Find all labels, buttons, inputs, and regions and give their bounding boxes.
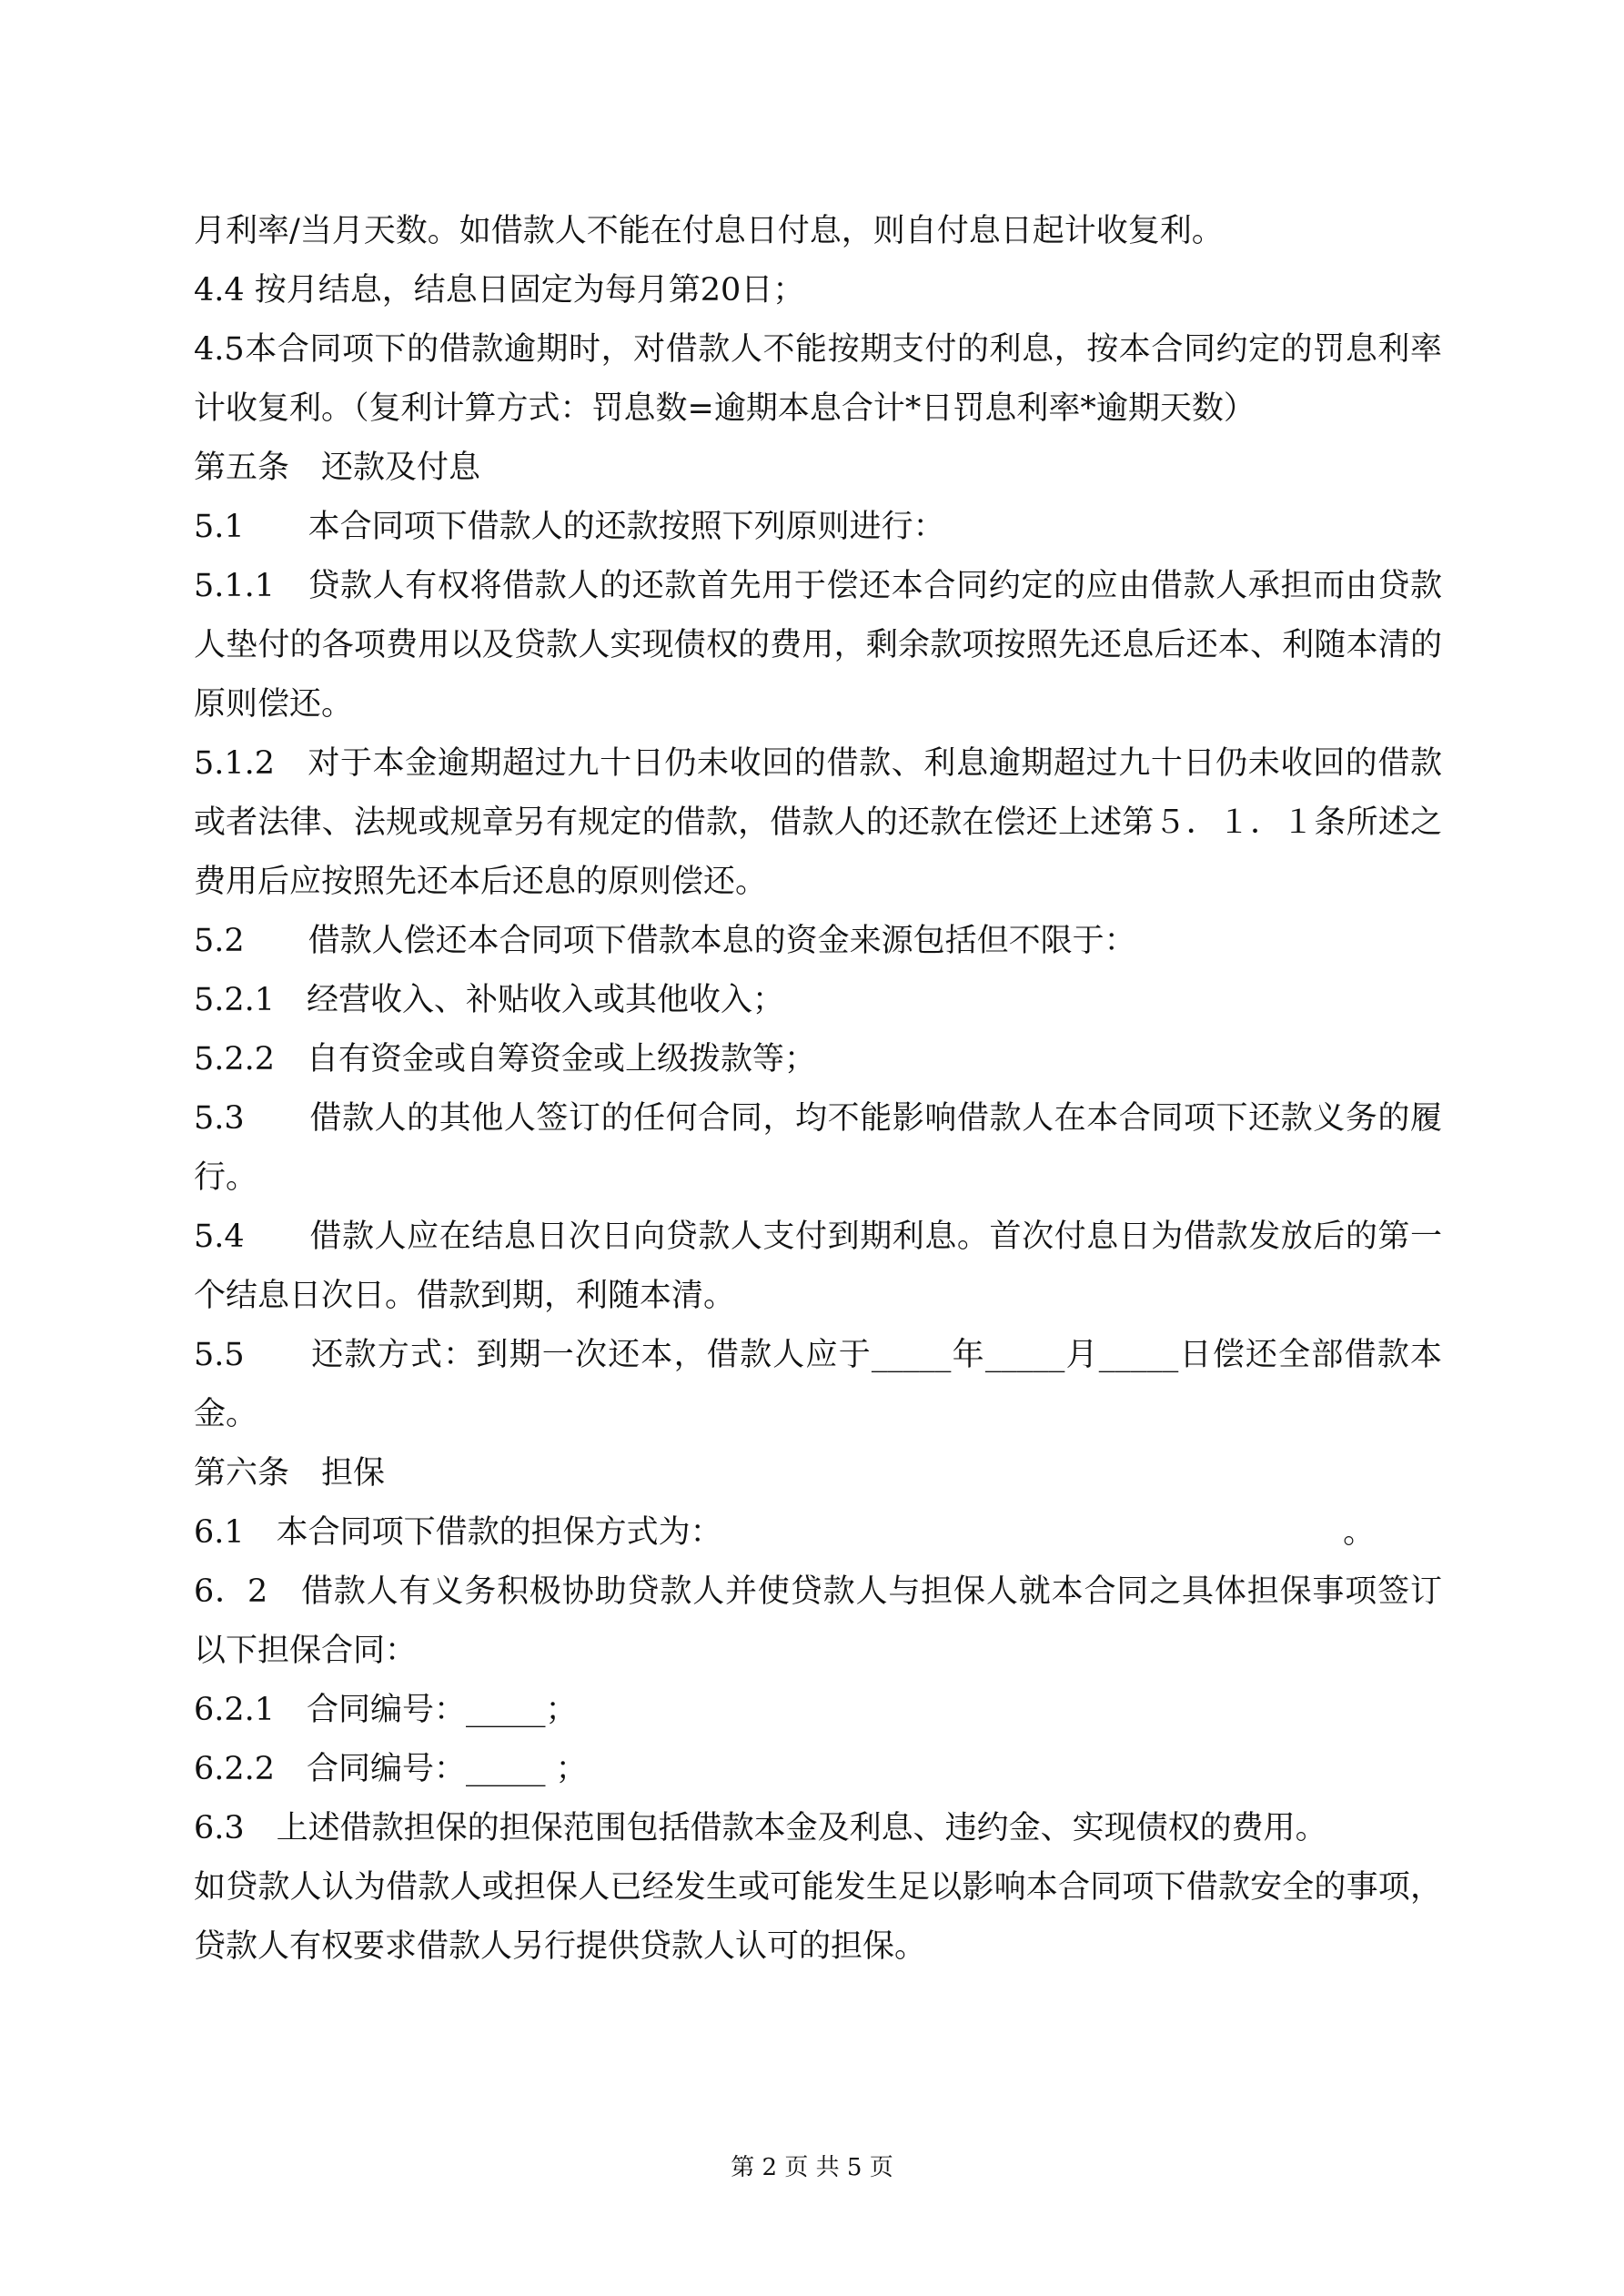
paragraph: 6.2.2 合同编号：_____ ；	[194, 1751, 588, 1787]
paragraph: 6.2.1 合同编号：_____；	[194, 1692, 578, 1728]
paragraph: 如贷款人认为借款人或担保人已经发生或可能发生足以影响本合同项下借款安全的事项，贷款人有权要求借款人另行提供贷款人认可的担保。	[194, 1869, 1442, 1965]
paragraph: 5.1.1 贷款人有权将借款人的还款首先用于偿还本合同约定的应由借款人承担而由贷款人垫付的各项费用以及贷款人实现债权的费用，剩余款项按照先还息后还本、利随本清的原则偿还。	[194, 568, 1442, 723]
section-heading: 第六条 担保	[194, 1455, 386, 1492]
paragraph: 月利率/当月天数。如借款人不能在付息日付息，则自付息日起计收复利。	[194, 213, 1224, 249]
paragraph: 5.3 借款人的其他人签订的任何合同，均不能影响借款人在本合同项下还款义务的履行。	[194, 1100, 1442, 1196]
paragraph: 5.2.1 经营收入、补贴收入或其他收入；	[194, 982, 785, 1018]
paragraph: 5.1.2 对于本金逾期超过九十日仍未收回的借款、利息逾期超过九十日仍未收回的借款或者法律、法规或规章另有规定的借款，借款人的还款在偿还上述第５．１．１条所述之费用后应按照先还本后还息的原则偿还。	[194, 745, 1442, 900]
section-heading: 第五条 还款及付息	[194, 450, 481, 486]
paragraph: 6．2 借款人有义务积极协助贷款人并使贷款人与担保人就本合同之具体担保事项签订以下担保合同：	[194, 1573, 1442, 1669]
paragraph: 5.5 还款方式：到期一次还本，借款人应于_____年_____月_____日偿还全部借款本金。	[194, 1337, 1442, 1432]
paragraph: 4.4 按月结息，结息日固定为每月第20日；	[194, 272, 805, 308]
paragraph: 5.1 本合同项下借款人的还款按照下列原则进行：	[194, 509, 945, 545]
paragraph: 6.1 本合同项下借款的担保方式为： 。	[194, 1514, 1376, 1551]
paragraph: 5.2.2 自有资金或自筹资金或上级拨款等；	[194, 1041, 817, 1077]
paragraph: 6.3 上述借款担保的担保范围包括借款本金及利息、违约金、实现债权的费用。	[194, 1810, 1327, 1846]
paragraph: 5.4 借款人应在结息日次日向贷款人支付到期利息。首次付息日为借款发放后的第一个结息日次日。借款到期，利随本清。	[194, 1219, 1442, 1314]
paragraph: 4.5本合同项下的借款逾期时，对借款人不能按期支付的利息，按本合同约定的罚息利率计收复利。（复利计算方式：罚息数=逾期本息合计*日罚息利率*逾期天数）	[194, 331, 1442, 427]
page-number: 第 2 页 共 5 页	[731, 2154, 893, 2181]
document-body	[194, 202, 1442, 1977]
paragraph: 5.2 借款人偿还本合同项下借款本息的资金来源包括但不限于：	[194, 923, 1136, 959]
